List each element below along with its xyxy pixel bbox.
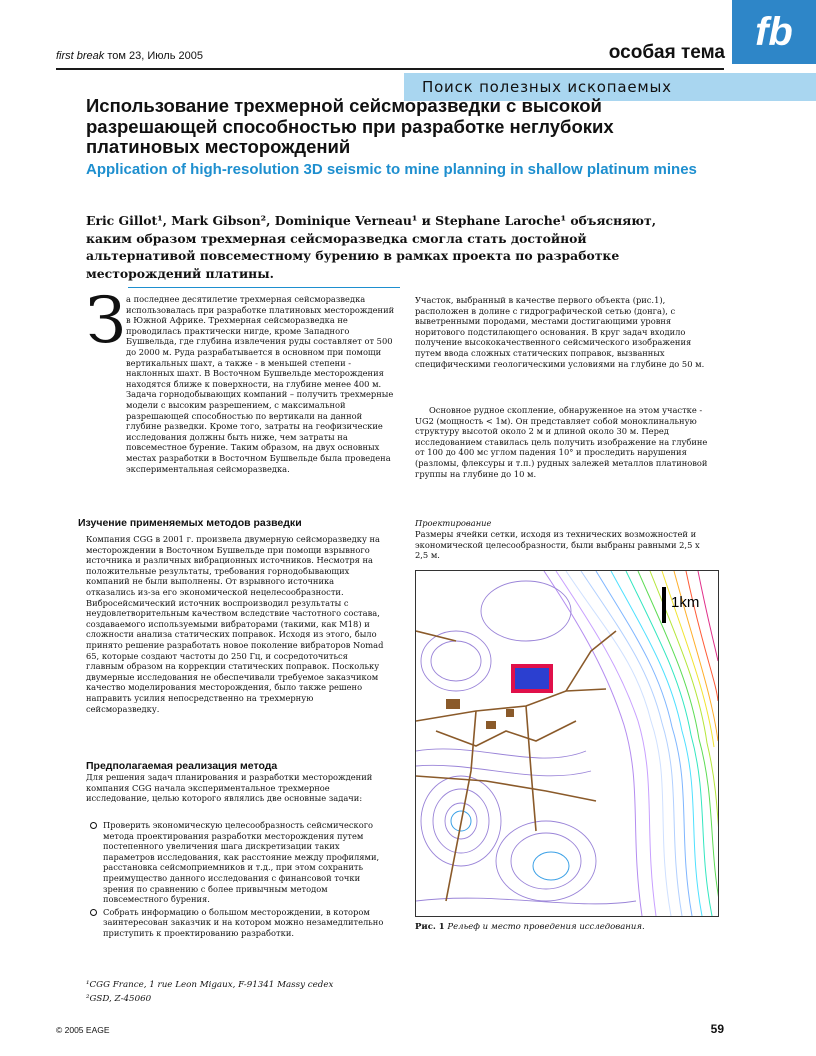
- article-authors: Eric Gillot¹, Mark Gibson², Dominique Verneau¹ и Stephane Laroche¹ объясняют, каким образом трехмерная сейсморазведка смогла стать достойной альтернативой повсеместному бурению в рамках проекта по разработке месторождений платины.: [86, 213, 657, 281]
- journal-issue: том 23, Июль 2005: [107, 50, 203, 62]
- footnote-2: ²GSD, Z-45060: [86, 994, 152, 1004]
- bullet-list: [86, 820, 384, 941]
- footnote-1: ¹CGG France, 1 rue Leon Migaux, F-91341 Massy cedex: [86, 980, 334, 990]
- topic-band: Поиск полезных ископаемых: [404, 73, 816, 101]
- copyright: © 2005 EAGE: [56, 1025, 110, 1035]
- methods-paragraph: Компания CGG в 2001 г. произвела двумерную сейсморазведку на месторождении в Восточном Бушвельде при помощи взрывного источника и различных вибрационных источников. Несмотря на положительные результаты, требования горнодобывающих компаний не были выполнены. От взрывного источника отказались из-за его экономической нецелесообразности. Вибросейсмический источник воспроизводил результаты с неудовлетворительным качеством вследствие частотного состава, создаваемого используемыми вибраторами (такими, как M18) и сложности анализа статических поправок. Исходя из этого, было принято решение разработать новое поколение вибраторов Nomad 65, которые создают частоты до 250 Гц, и сосредоточиться главным образом на коррекции статических поправок. Поскольку двумерные исследования не обеспечивали требуемое заказчиком качество моделирования месторождения, было также решено направить усилия непосредственно на трехмерную сейсморазведку.: [86, 534, 384, 714]
- design-label: Проектирование: [415, 518, 492, 528]
- figure-caption: [415, 922, 715, 932]
- orebody-paragraph: Основное рудное скопление, обнаруженное на этом участке - UG2 (мощность < 1м). Он представляет собой моноклинальную структуру высотой около 2 м и длиной около 30 м. Перед исследованием ставилась цель получить изображение на глубине от 100 до 400 мс углом падения 10° и проследить нарушения (разломы, флексуры и т.п.) рудных залежей металлов платиновой группы на глубине до 10 м.: [415, 405, 708, 479]
- caption-number: Рис. 1: [415, 922, 445, 932]
- caption-text: Рельеф и место проведения исследования.: [447, 922, 645, 932]
- intro-paragraph: а последнее десятилетие трехмерная сейсморазведка использовалась при разработке платиновых месторождений в Южной Африке. Трехмерная сейсморазведка не проводилась практически нигде, кроме Западного Бушвельда, где глубина извлечения руды составляет от 500 до 2000 м. Руда разрабатывается в основном при помощи вертикальных шахт, а также - в меньшей степени - наклонных шахт. В Восточном Бушвельде месторождения находятся ближе к поверхности, на глубине менее 400 м. Задача горнодобывающих компаний – получить трехмерные модели с высоким разрешением, с максимальной разрешающей способностью по вертикали на данной глубине разведки. Кроме того, затраты на геофизические исследования должны быть ниже, чем затраты на повсеместное бурение. Таким образом, на двух основных местах разработки в Восточном Бушвельде была проведена экспериментальная сейсморазведка.: [126, 294, 395, 474]
- article-title: Использование трехмерной сейсморазведки с высокой разрешающей способностью при разработке неглубоких платиновых месторождений: [86, 95, 614, 157]
- journal-header: [56, 50, 203, 62]
- article-subtitle: Application of high-resolution 3D seismic to mine planning in shallow platinum mines: [86, 161, 697, 178]
- scale-bar: [662, 587, 666, 623]
- list-item: Собрать информацию о большом месторождении, в котором заинтересован заказчик и на котором можно незамедлительно приступить к проектированию разработки.: [86, 907, 384, 939]
- survey-area: [513, 666, 551, 691]
- relief-map-figure: [415, 570, 719, 917]
- journal-name: first break: [56, 50, 105, 62]
- column-rule: [128, 287, 400, 288]
- implementation-paragraph: Для решения задач планирования и разработки месторождений компания CGG начала экспериментальное трехмерное исследование, целью которого являлись две основные задачи:: [86, 772, 373, 804]
- section-heading-implementation: Предполагаемая реализация метода: [86, 760, 278, 772]
- drop-cap: З: [86, 284, 126, 358]
- section-heading-methods: Изучение применяемых методов разведки: [78, 517, 302, 529]
- list-item: Проверить экономическую целесообразность сейсмического метода проектирования разработки месторождения путем постепенного увеличения шага дискретизации таких параметров исследования, как расстояние между профилями, расстановка сейсмоприемников и т.д., при этом сохранить преимущество данного исследования с финансовой точки зрения по сравнению с более привычным методом повсеместного бурения.: [86, 820, 384, 905]
- fb-logo: fb: [732, 0, 816, 64]
- design-paragraph: Размеры ячейки сетки, исходя из технических возможностей и экономической целесообразности, были выбраны равными 2,5 x 2,5 м.: [415, 529, 700, 561]
- header-rule: [56, 68, 724, 70]
- section-label: особая тема: [608, 42, 725, 63]
- page-number: 59: [710, 1022, 724, 1036]
- site-paragraph: Участок, выбранный в качестве первого объекта (рис.1), расположен в долине с гидрографической сетью (донга), с выветренными породами, местами достигающими уровня норитового подстилающего основания. В круг задач входило получение высококачественного сейсмического изображения путем ввода сложных статических поправок, вызванных специфическими геологическими условиями на глубине до 50 м.: [415, 295, 705, 369]
- relief-map: [416, 571, 718, 916]
- scale-label: 1km: [671, 594, 700, 611]
